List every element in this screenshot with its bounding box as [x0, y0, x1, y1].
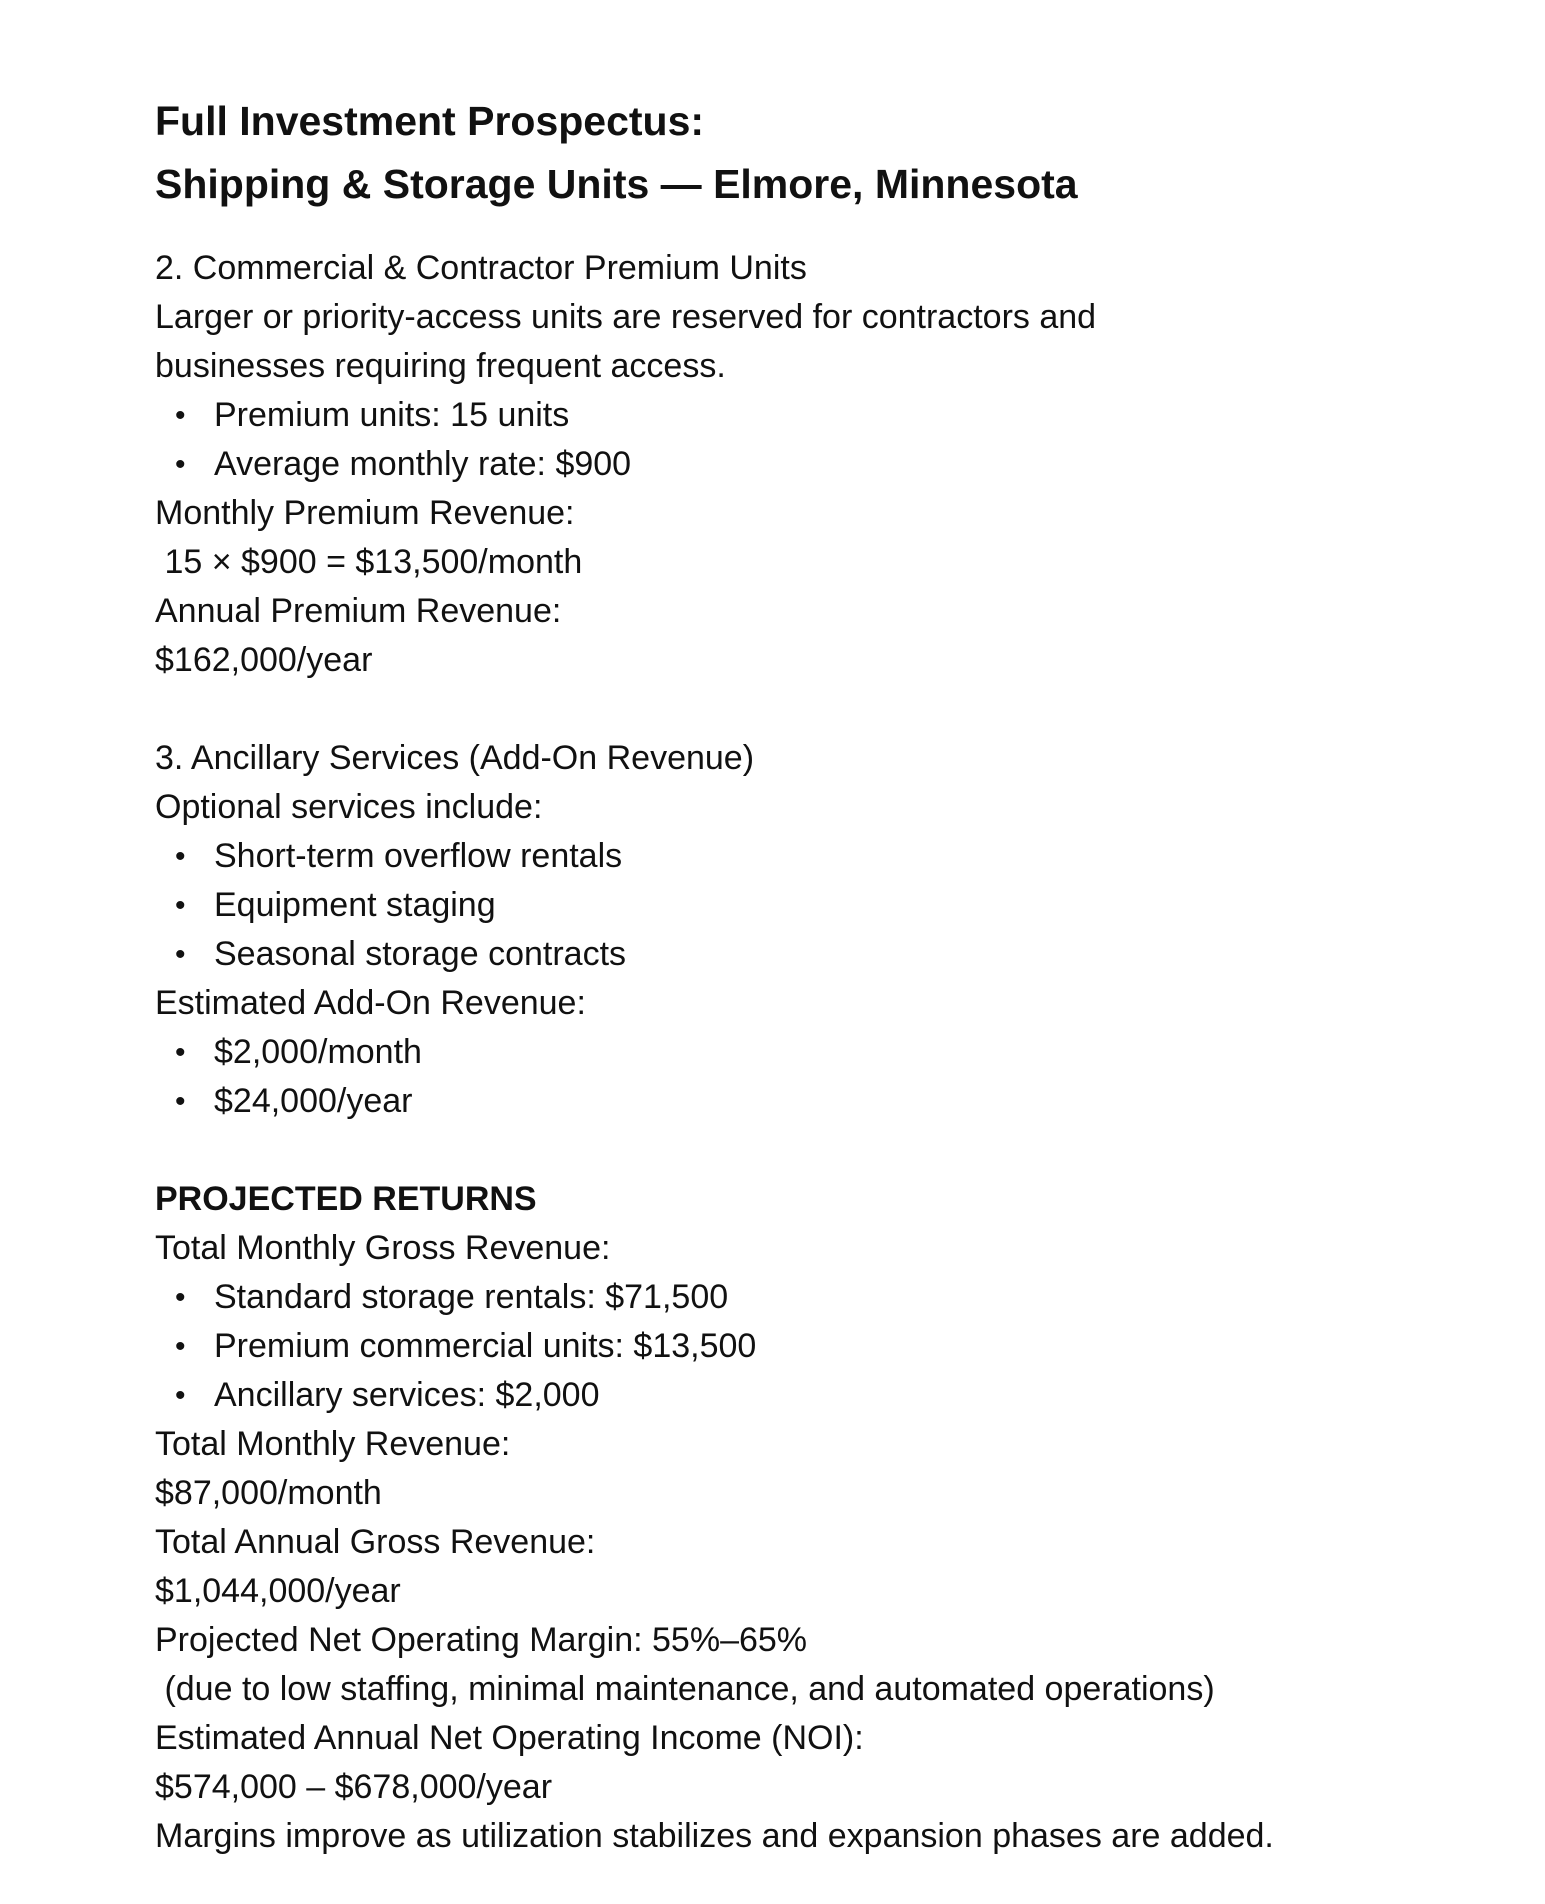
total-annual-value: $1,044,000/year: [155, 1572, 401, 1610]
premium-heading: 2. Commercial & Contractor Premium Units: [155, 249, 807, 287]
spacer: [155, 685, 1274, 734]
noi-label: Estimated Annual Net Operating Income (NOI):: [155, 1719, 864, 1757]
title-line-2: Shipping & Storage Units — Elmore, Minnesota: [155, 161, 1078, 207]
document-title: [155, 90, 1078, 216]
list-item: • Average monthly rate: $900: [155, 440, 1274, 489]
ancillary-heading: 3. Ancillary Services (Add-On Revenue): [155, 739, 755, 777]
list-item: • Standard storage rentals: $71,500: [155, 1273, 1274, 1322]
title-line-1: Full Investment Prospectus:: [155, 98, 705, 144]
closing-note: Margins improve as utilization stabilizes and expansion phases are added.: [155, 1817, 1274, 1855]
total-annual-label: Total Annual Gross Revenue:: [155, 1523, 596, 1561]
total-monthly-label: Total Monthly Revenue:: [155, 1425, 511, 1463]
list-item: • Seasonal storage contracts: [155, 930, 1274, 979]
net-margin-note: (due to low staffing, minimal maintenance, and automated operations): [155, 1670, 1215, 1708]
ancillary-intro: Optional services include:: [155, 788, 543, 826]
premium-desc: businesses requiring frequent access.: [155, 347, 726, 385]
annual-premium-value: $162,000/year: [155, 641, 373, 679]
monthly-premium-label: Monthly Premium Revenue:: [155, 494, 575, 532]
list-item: • Short-term overflow rentals: [155, 832, 1274, 881]
gross-revenue-label: Total Monthly Gross Revenue:: [155, 1229, 611, 1267]
document-body: [155, 244, 1274, 1861]
noi-value: $574,000 – $678,000/year: [155, 1768, 553, 1806]
list-item: • Ancillary services: $2,000: [155, 1371, 1274, 1420]
spacer: [155, 1126, 1274, 1175]
list-item: • $24,000/year: [155, 1077, 1274, 1126]
list-item: • Premium units: 15 units: [155, 391, 1274, 440]
monthly-premium-value: 15 × $900 = $13,500/month: [155, 543, 583, 581]
list-item: • Premium commercial units: $13,500: [155, 1322, 1274, 1371]
addon-estimate-label: Estimated Add-On Revenue:: [155, 984, 586, 1022]
list-item: • $2,000/month: [155, 1028, 1274, 1077]
net-margin: Projected Net Operating Margin: 55%–65%: [155, 1621, 808, 1659]
list-item: • Equipment staging: [155, 881, 1274, 930]
annual-premium-label: Annual Premium Revenue:: [155, 592, 562, 630]
returns-heading: PROJECTED RETURNS: [155, 1180, 537, 1218]
premium-desc: Larger or priority-access units are reserved for contractors and: [155, 298, 1097, 336]
total-monthly-value: $87,000/month: [155, 1474, 382, 1512]
